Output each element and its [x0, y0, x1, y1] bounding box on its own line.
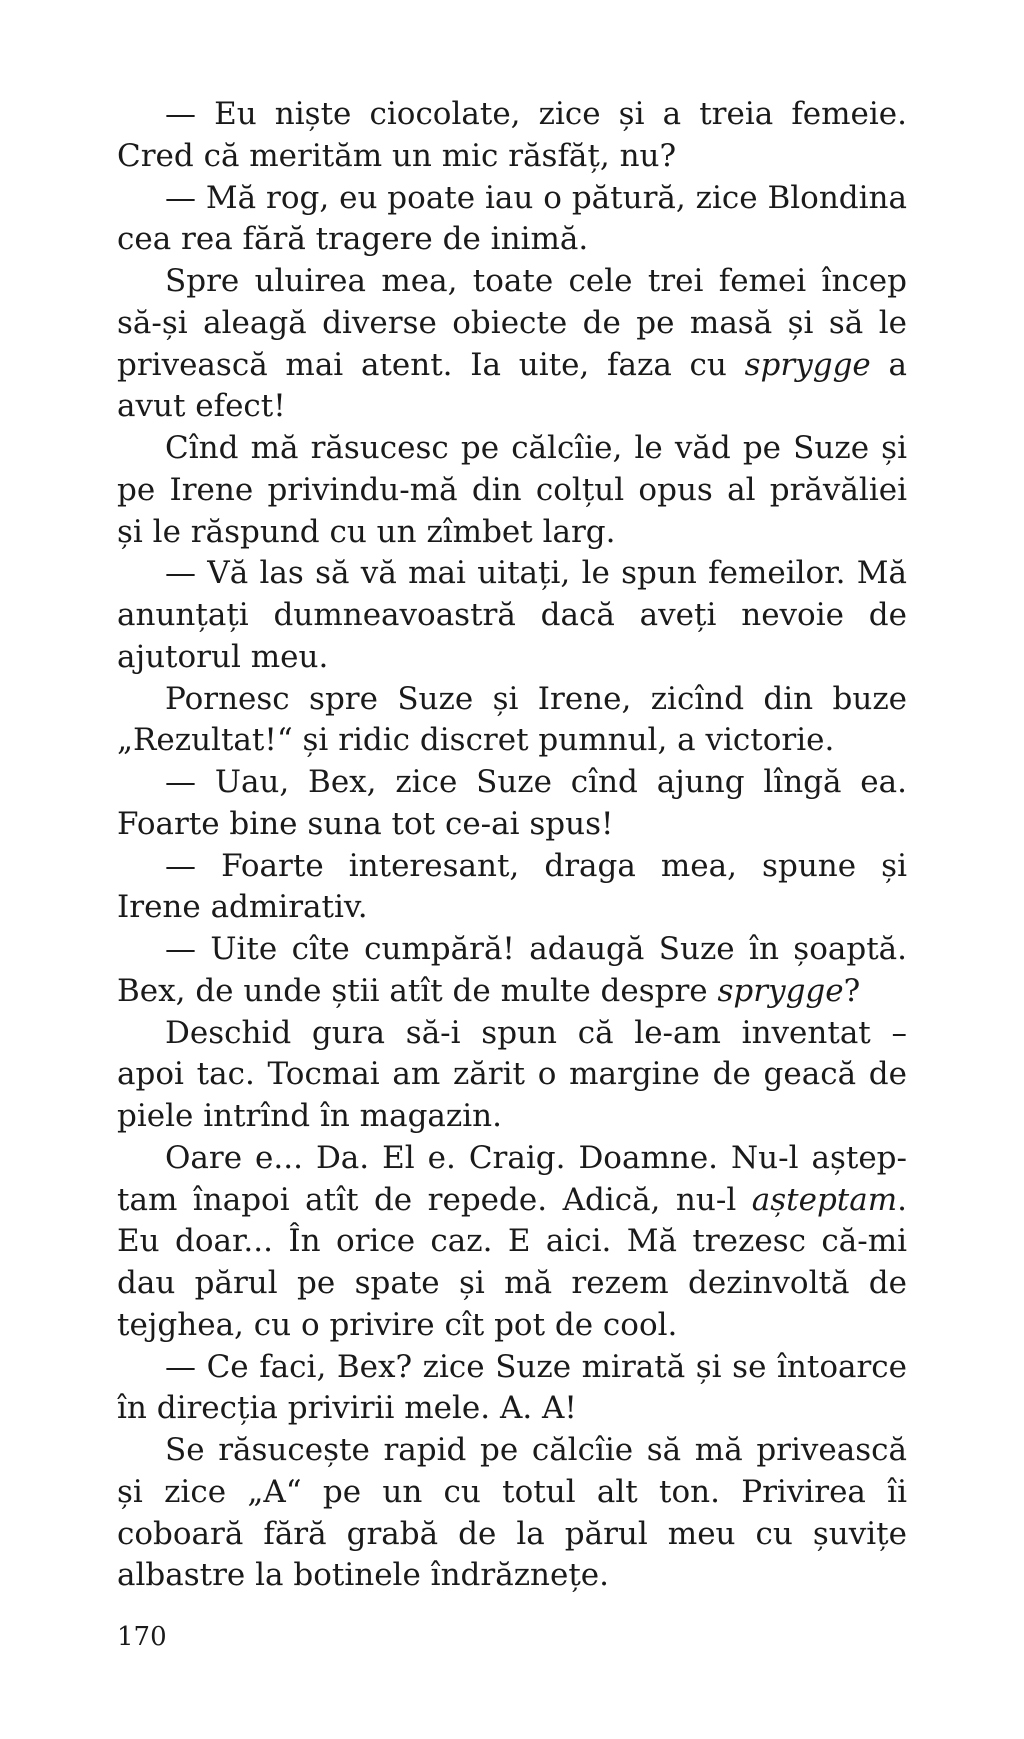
page-number: 170: [117, 1622, 167, 1652]
paragraph: Spre uluirea mea, toate cele trei femei încep să-și aleagă diverse obiecte de pe masă și să le privească mai atent. Ia uite, faza cu sprygge a avut efect!: [117, 263, 907, 425]
italic-word: sprygge: [744, 346, 871, 383]
paragraph: — Foarte interesant, draga mea, spune și Irene admirativ.: [117, 847, 907, 926]
paragraph: — Ce faci, Bex? zice Suze mirată și se întoarce în direcția privirii mele. A. A!: [117, 1348, 907, 1427]
paragraph: Oare e... Da. El e. Craig. Doamne. Nu-l așteptam înapoi atît de repede. Adică, nu-l așteptam. Eu doar... În orice caz. E aici. Mă trezesc că-mi dau părul pe spate și mă rezem dezinvoltă de tejghea, cu o privire cît pot de cool.: [117, 1139, 907, 1343]
paragraph: — Uau, Bex, zice Suze cînd ajung lîngă ea. Foarte bine suna tot ce-ai spus!: [117, 764, 907, 842]
paragraph: — Vă las să vă mai uitați, le spun femeilor. Mă anunțați dumneavoastră dacă aveți nevoie de ajutorul meu.: [117, 555, 907, 675]
italic-word: așteptam: [751, 1181, 898, 1218]
paragraph: — Uite cîte cumpără! adaugă Suze în șoaptă. Bex, de unde știi atît de multe despre sprygge?: [117, 931, 907, 1009]
paragraph: — Mă rog, eu poate iau o pătură, zice Blondina cea rea fără tragere de inimă.: [117, 179, 907, 258]
italic-word: sprygge: [717, 972, 844, 1009]
book-page-text: [117, 94, 907, 1597]
paragraph: — Eu niște ciocolate, zice și a treia femeie. Cred că merităm un mic răsfăț, nu?: [117, 96, 907, 174]
paragraph: Deschid gura să-i spun că le-am inventat – apoi tac. Tocmai am zărit o margine de geacă de piele intrînd în magazin.: [117, 1014, 907, 1134]
paragraph: Se răsucește rapid pe călcîie să mă privească și zice „A“ pe un cu totul alt ton. Privirea îi coboară fără grabă de la părul meu cu șuvițe albastre la botinele îndrăznețe.: [117, 1432, 907, 1594]
paragraph: Pornesc spre Suze și Irene, zicînd din buze „Rezultat!“ și ridic discret pumnul, a victorie.: [117, 680, 907, 759]
paragraph: Cînd mă răsucesc pe călcîie, le văd pe Suze și pe Irene privindu-mă din colțul opus al prăvăliei și le răspund cu un zîmbet larg.: [117, 430, 907, 550]
